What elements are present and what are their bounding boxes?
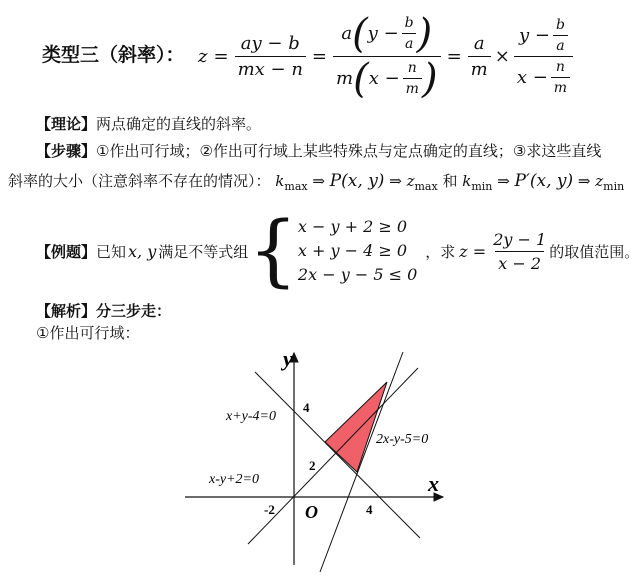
steps-text: ①作出可行域；②作出可行域上某些特殊点与定点确定的直线；③求这些直线 — [96, 142, 602, 160]
solution-label: 【解析】分三步走： — [36, 302, 172, 320]
tick-x-4: 4 — [366, 502, 373, 517]
steps-line-1 — [36, 140, 601, 161]
example-fraction: $\frac{2y - 1}{x - 2}$ — [493, 229, 547, 273]
theory-line — [36, 113, 261, 134]
feasible-region-graph — [0, 340, 626, 576]
label-x-minus-y-plus-2: x-y+2=0 — [209, 472, 259, 487]
equals: = — [311, 45, 328, 67]
feasible-region — [325, 382, 387, 472]
section-title: 类型三（斜率）： — [42, 44, 185, 66]
label-x-plus-y-minus-4: x+y-4=0 — [226, 409, 276, 424]
y-axis-label: y — [283, 346, 293, 371]
theory-label: 【理论】 — [36, 115, 97, 133]
line-2x-minus-y-minus-5 — [320, 352, 403, 572]
fraction-2: a ( y − $\frac{b}{a}$ ) m ( x − $\frac{n}{m}$ ) — [333, 14, 441, 99]
x-axis-label: x — [428, 471, 439, 496]
solution-step-1: ①作出可行域： — [36, 324, 140, 342]
theory-text: 两点确定的直线的斜率。 — [96, 115, 262, 133]
line-x-minus-y-plus-2 — [248, 368, 418, 544]
heading-formula — [198, 6, 573, 106]
left-brace: { — [248, 206, 298, 296]
times: × — [494, 45, 510, 67]
fraction-1: $\frac{ay - b}{mx - n}$ — [235, 33, 306, 80]
origin-label: O — [305, 502, 318, 522]
tick-x-neg2: -2 — [264, 502, 275, 517]
inequality-system: x − y + 2 ≥ 0 x + y − 4 ≥ 0 2x − y − 5 ≤ 0 — [297, 217, 418, 284]
steps-label: 【步骤】 — [36, 142, 97, 160]
line-x-plus-y-minus-4 — [255, 372, 420, 538]
fraction-4: y − $\frac{b}{a}$ x − $\frac{n}{m}$ — [514, 17, 573, 96]
fraction-3: $\frac{a}{m}$ — [468, 33, 491, 80]
tick-y-4: 4 — [303, 400, 310, 415]
equals: = — [213, 45, 229, 67]
tick-y-2: 2 — [309, 458, 316, 473]
label-2x-minus-y-minus-5: 2x-y-5=0 — [376, 432, 429, 447]
equals: = — [446, 45, 462, 67]
example-line: 【例题】 已知 x, y 满足不等式组 { x − y + 2 ≥ 0 x + y − 4 ≥ 0 2x − y − 5 ≤ 0 ，求 z = $\frac{2y - 1}{x - 2}$ 的取值范围。 — [36, 206, 639, 296]
z-symbol: z — [198, 45, 208, 67]
steps-line-2: 斜率的大小（注意斜率不存在的情况）： $k_{max}$ ⇒ P(x, y) ⇒ $z_{max}$ 和 $k_{min}$ ⇒ P′(x, y) ⇒ $z_{min}$ — [8, 171, 625, 193]
